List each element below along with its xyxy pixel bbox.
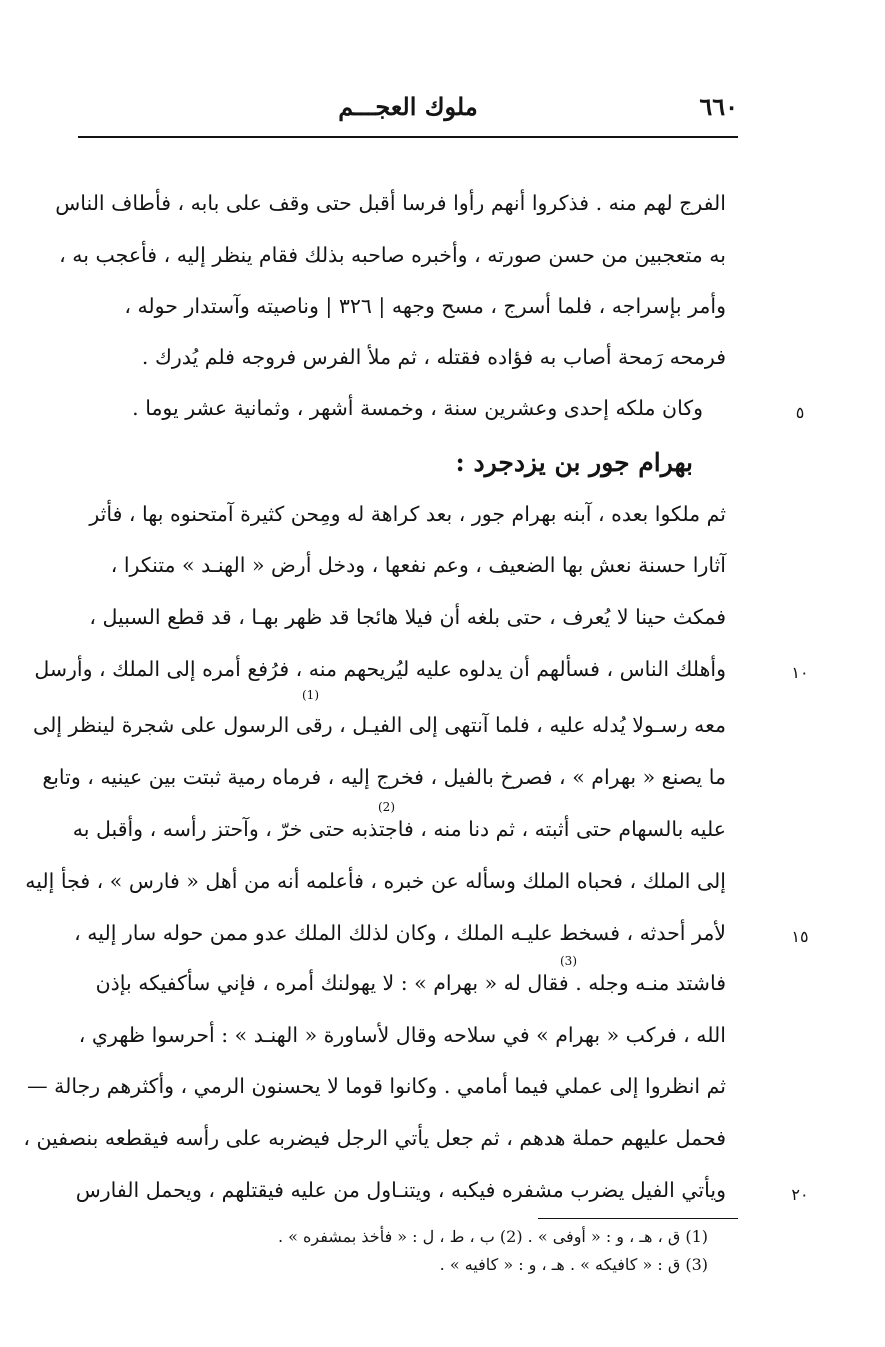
text-line: الفرج لهم منه . فذكروا أنهم رأوا فرسا أقبل حتى وقف على بابه ، فأطاف الناس [55,191,726,215]
text-line: وكان ملكه إحدى وعشرين سنة ، وخمسة أشهر ، وثمانية عشر يوما . [132,396,703,420]
text-line: وأمر بإسراجه ، فلما أسرج ، مسح وجهه | ٣٢٦ | وناصيته وآستدار حوله ، [124,294,726,318]
text-line: ما يصنع « بهرام » ، فصرخ بالفيل ، فخرج إليه ، فرماه رمية ثبتت بين عينيه ، وتابع [42,765,726,789]
page-header [78,92,738,132]
text-line: فاشتد منـه وجله . فقال له « بهرام » : لا يهولنك أمره ، فإني سأكفيكه بإذن [95,971,726,995]
text-line: فحمل عليهم حملة هدهم ، ثم جعل يأتي الرجل فيضربه على رأسه فيقطعه بنصفين ، [23,1126,726,1150]
footnote-marker: (2) [378,800,395,814]
footnote-rule [538,1218,738,1219]
text-line: ثم ملكوا بعده ، آبنه بهرام جور ، بعد كراهة له ومِحن كثيرة آمتحنوه بها ، فأثر [89,502,726,526]
text-line: ويأتي الفيل يضرب مشفره فيكبه ، ويتنـاول من عليه فيقتلهم ، ويحمل الفارس [75,1178,726,1202]
footnote-marker: (1) [302,688,319,702]
text-line: معه رسـولا يُدله عليه ، فلما آنتهى إلى الفيـل ، رقى الرسول على شجرة لينظر إلى [32,713,726,737]
margin-line-number: ١٠ [791,663,809,682]
footnote: (1) ق ، هـ ، و : « أوفى » . (2) ب ، ط ، ل : « فأخذ بمشفره » . [277,1227,708,1246]
text-line: فمكث حينا لا يُعرف ، حتى بلغه أن فيلا هائجا قد ظهر بهـا ، قد قطع السبيل ، [89,605,726,629]
margin-line-number: ١٥ [791,927,809,946]
footnote: (3) ق : « كافيكه » . هـ ، و : « كافيه » . [439,1255,708,1274]
text-line: فرمحه رَمحة أصاب به فؤاده فقتله ، ثم ملأ الفرس فروجه فلم يُدرك . [141,345,726,369]
section-heading: بهرام جور بن يزدجرد : [455,448,693,477]
text-line: الله ، فركب « بهرام » في سلاحه وقال لأساورة « الهنـد » : أحرسوا ظهري ، [78,1023,726,1047]
text-line: آثارا حسنة نعش بها الضعيف ، وعم نفعها ، ودخل أرض « الهنـد » متنكرا ، [110,553,726,577]
header-rule [78,136,738,138]
margin-line-number: ٥ [795,403,805,422]
text-line: إلى الملك ، فحباه الملك وسأله عن خبره ، فأعلمه أنه من أهل « فارس » ، فجأ إليه [25,869,726,893]
text-line: عليه بالسهام حتى أثبته ، ثم دنا منه ، فاجتذبه حتى خرّ ، وآحتز رأسه ، وأقبل به [72,817,726,841]
page-number: ٦٦٠ [699,92,738,121]
text-line: به متعجبين من حسن صورته ، وأخبره صاحبه بذلك فقام ينظر إليه ، فأعجب به ، [59,243,726,267]
text-line: ثم انظروا إلى عملي فيما أمامي . وكانوا قوما لا يحسنون الرمي ، وأكثرهم رجالة — [27,1074,726,1098]
footnote-marker: (3) [560,954,577,968]
margin-line-number: ٢٠ [791,1185,809,1204]
text-line: وأهلك الناس ، فسألهم أن يدلوه عليه ليُريحهم منه ، فرُفع أمره إلى الملك ، وأرسل [34,657,726,681]
text-line: لأمر أحدثه ، فسخط عليـه الملك ، وكان لذلك الملك عدو ممن حوله سار إليه ، [74,921,726,945]
running-title: ملوك العجـــم [338,92,478,121]
